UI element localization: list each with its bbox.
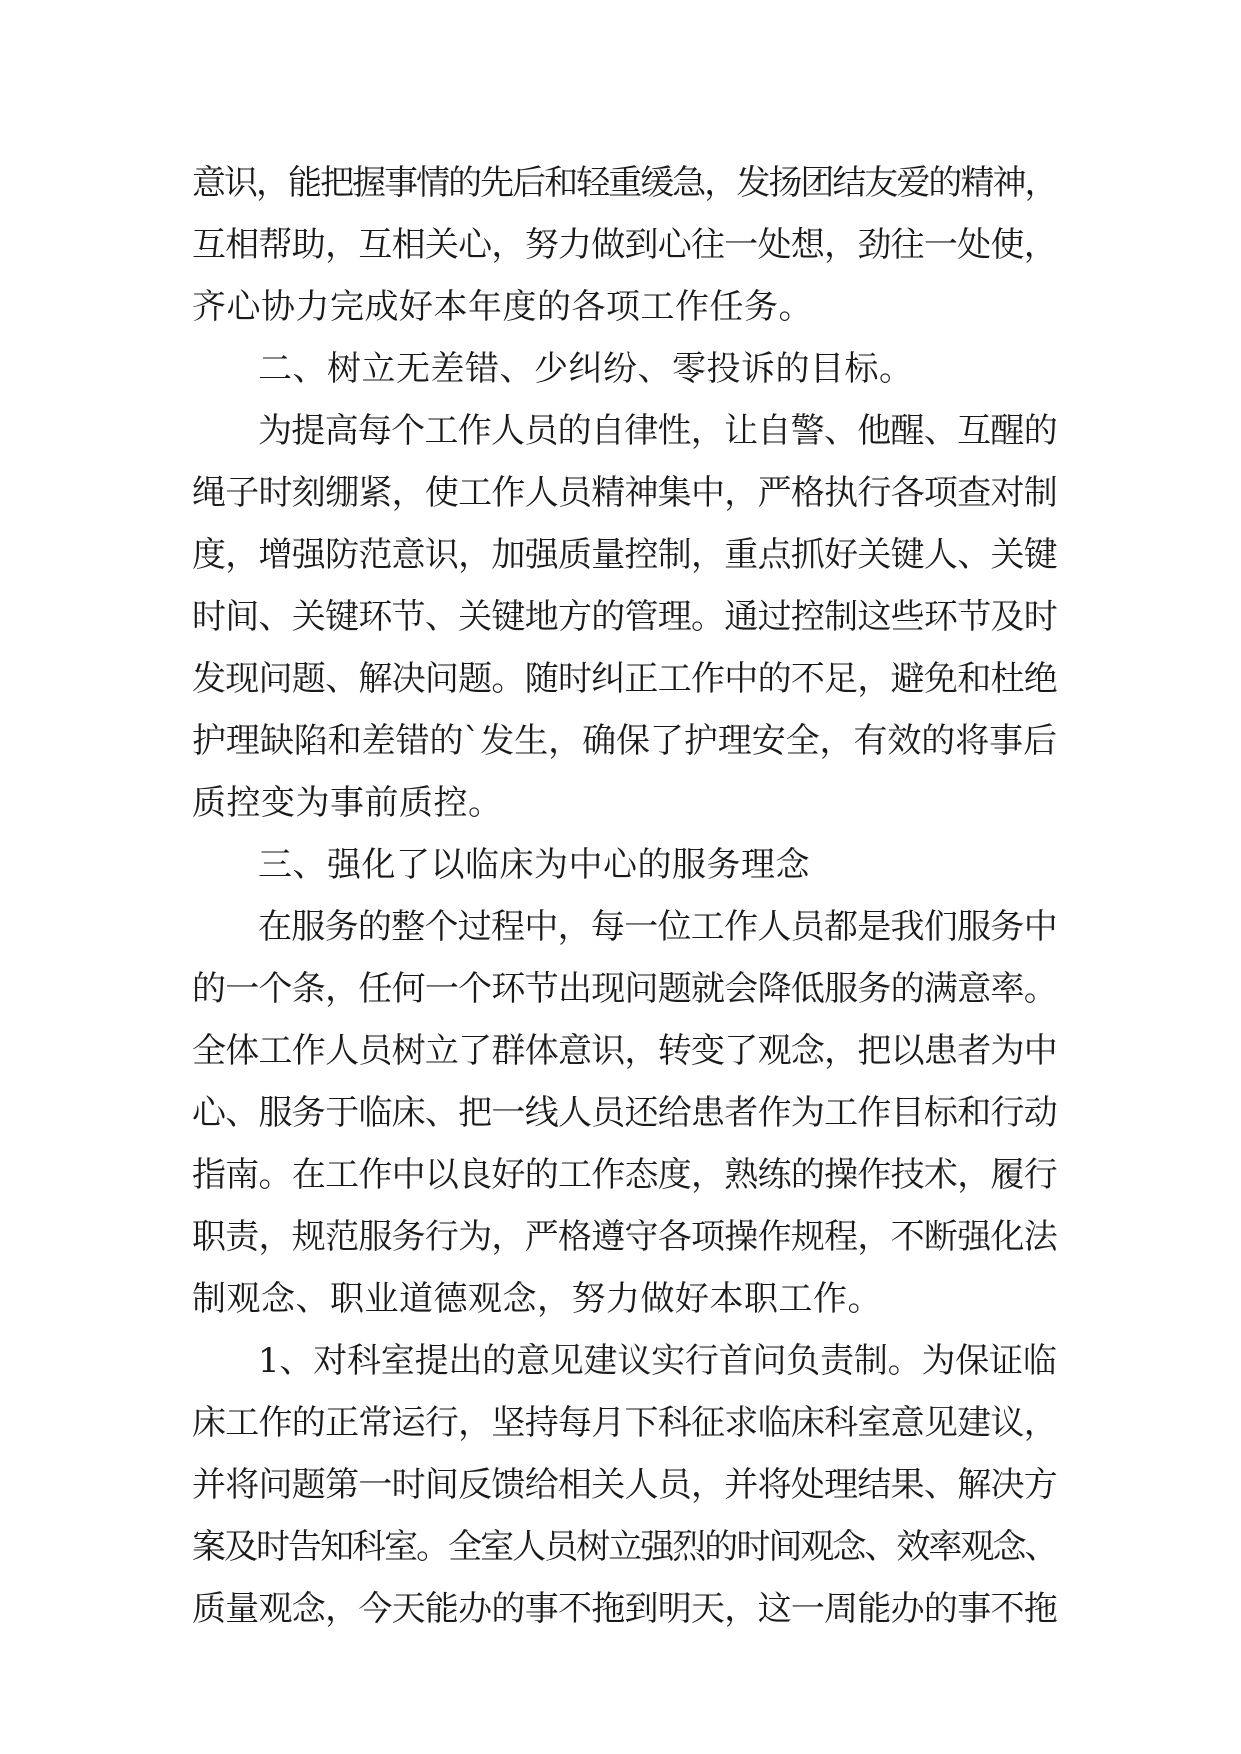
text-line: 案及时告知科室。全室人员树立强烈的时间观念、效率观念、 [192, 1527, 1057, 1567]
text-line: 的一个条，任何一个环节出现问题就会降低服务的满意率。 [192, 969, 1057, 1009]
text-line: 互相帮助，互相关心，努力做到心往一处想，劲往一处使， [192, 225, 1057, 265]
text-line: 全体工作人员树立了群体意识，转变了观念，把以患者为中 [192, 1031, 1057, 1071]
text-line: 在服务的整个过程中，每一位工作人员都是我们服务中 [258, 907, 1057, 947]
text-line: 1、对科室提出的意见建议实行首问负责制。为保证临 [258, 1341, 1057, 1381]
text-line: 绳子时刻绷紧，使工作人员精神集中，严格执行各项查对制 [192, 473, 1057, 513]
text-line: 为提高每个工作人员的自律性，让自警、他醒、互醒的 [258, 411, 1057, 451]
text-line: 护理缺陷和差错的`发生，确保了护理安全，有效的将事后 [192, 721, 1057, 761]
text-line: 并将问题第一时间反馈给相关人员，并将处理结果、解决方 [192, 1465, 1057, 1505]
document-body [192, 152, 1057, 1640]
text-line: 意识，能把握事情的先后和轻重缓急，发扬团结友爱的精神， [192, 163, 1057, 203]
text-line: 职责，规范服务行为，严格遵守各项操作规程，不断强化法 [192, 1217, 1057, 1257]
text-line: 心、服务于临床、把一线人员还给患者作为工作目标和行动 [192, 1093, 1057, 1133]
text-line: 指南。在工作中以良好的工作态度，熟练的操作技术，履行 [192, 1155, 1057, 1195]
text-line: 制观念、职业道德观念，努力做好本职工作。 [192, 1279, 882, 1319]
text-line: 发现问题、解决问题。随时纠正工作中的不足，避免和杜绝 [192, 659, 1057, 699]
text-line: 齐心协力完成好本年度的各项工作任务。 [192, 287, 813, 327]
text-line: 二、树立无差错、少纠纷、零投诉的目标。 [258, 349, 914, 389]
text-line: 质控变为事前质控。 [192, 783, 503, 823]
text-line: 三、强化了以临床为中心的服务理念 [258, 845, 810, 885]
text-line: 床工作的正常运行，坚持每月下科征求临床科室意见建议， [192, 1403, 1057, 1443]
text-line: 时间、关键环节、关键地方的管理。通过控制这些环节及时 [192, 597, 1057, 637]
text-line: 质量观念，今天能办的事不拖到明天，这一周能办的事不拖 [192, 1589, 1057, 1629]
text-line: 度，增强防范意识，加强质量控制，重点抓好关键人、关键 [192, 535, 1057, 575]
